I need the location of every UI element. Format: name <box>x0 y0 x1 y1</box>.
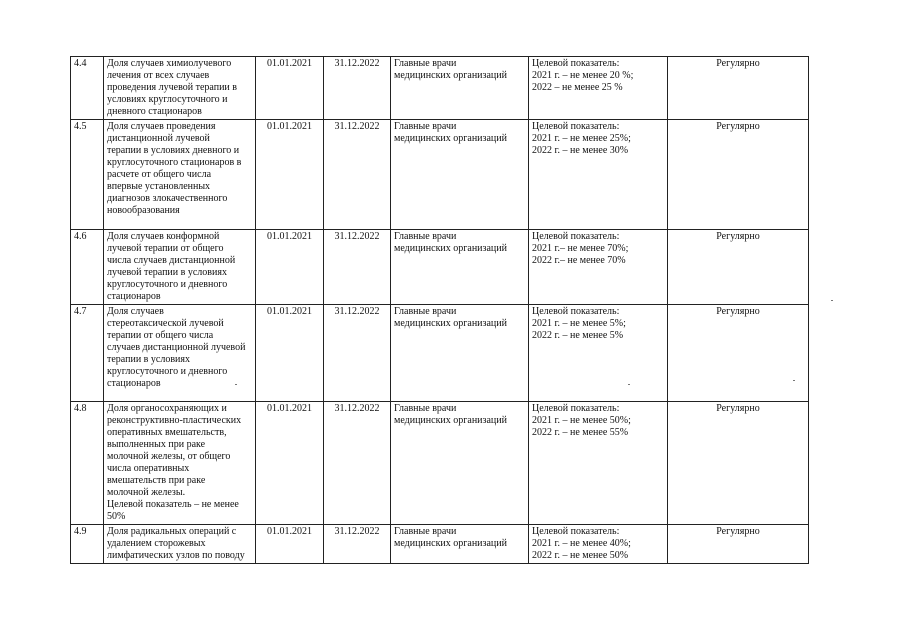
end-date: 31.12.2022 <box>324 402 391 525</box>
indicator-description: Доля случаев химиолучевого лечения от всех случаев проведения лучевой терапии в условиях круглосуточного и дневного стационаров <box>104 57 256 120</box>
responsible: Главные врачи медицинских организаций <box>391 120 529 230</box>
row-number: 4.9 <box>71 525 104 564</box>
target-indicator: Целевой показатель: 2021 г.– не менее 70%; 2022 г.– не менее 70% <box>529 230 668 305</box>
periodicity: Регулярно <box>668 120 809 230</box>
periodicity: Регулярно <box>668 230 809 305</box>
start-date: 01.01.2021 <box>256 230 324 305</box>
end-date: 31.12.2022 <box>324 305 391 402</box>
indicator-description: Доля случаев стереотаксической лучевой терапии от общего числа случаев дистанционной лучевой терапии в условиях круглосуточного и дневного стационаров <box>104 305 256 402</box>
end-date: 31.12.2022 <box>324 230 391 305</box>
table-row <box>71 525 809 564</box>
indicator-description: Доля радикальных операций с удалением сторожевых лимфатических узлов по поводу <box>104 525 256 564</box>
responsible: Главные врачи медицинских организаций <box>391 57 529 120</box>
scan-speck <box>793 380 795 381</box>
indicator-description: Доля органосохраняющих и реконструктивно-пластических оперативных вмешательств, выполненных при раке молочной железы, от общего числа оперативных вмешательств при раке молочной железы. Целевой показатель – не менее 50% <box>104 402 256 525</box>
responsible: Главные врачи медицинских организаций <box>391 230 529 305</box>
target-indicator: Целевой показатель: 2021 г. – не менее 20 %; 2022 – не менее 25 % <box>529 57 668 120</box>
table-row <box>71 120 809 230</box>
start-date: 01.01.2021 <box>256 57 324 120</box>
periodicity: Регулярно <box>668 525 809 564</box>
responsible: Главные врачи медицинских организаций <box>391 525 529 564</box>
target-indicator: Целевой показатель: 2021 г. – не менее 40%; 2022 г. – не менее 50% <box>529 525 668 564</box>
scan-speck <box>628 384 630 385</box>
responsible: Главные врачи медицинских организаций <box>391 402 529 525</box>
table-row <box>71 305 809 402</box>
periodicity: Регулярно <box>668 57 809 120</box>
end-date: 31.12.2022 <box>324 120 391 230</box>
row-number: 4.6 <box>71 230 104 305</box>
table-row <box>71 230 809 305</box>
scan-speck <box>831 300 833 301</box>
table-row <box>71 57 809 120</box>
indicator-description: Доля случаев конформной лучевой терапии от общего числа случаев дистанционной лучевой терапии в условиях круглосуточного и дневного стационаров <box>104 230 256 305</box>
start-date: 01.01.2021 <box>256 120 324 230</box>
start-date: 01.01.2021 <box>256 525 324 564</box>
target-indicator: Целевой показатель: 2021 г. – не менее 50%; 2022 г. – не менее 55% <box>529 402 668 525</box>
scan-speck <box>235 384 237 385</box>
responsible: Главные врачи медицинских организаций <box>391 305 529 402</box>
indicator-description: Доля случаев проведения дистанционной лучевой терапии в условиях дневного и круглосуточного стационаров в расчете от общего числа впервые установленных диагнозов злокачественного новообразования <box>104 120 256 230</box>
row-number: 4.4 <box>71 57 104 120</box>
target-indicator: Целевой показатель: 2021 г. – не менее 5%; 2022 г. – не менее 5% <box>529 305 668 402</box>
start-date: 01.01.2021 <box>256 402 324 525</box>
periodicity: Регулярно <box>668 305 809 402</box>
start-date: 01.01.2021 <box>256 305 324 402</box>
table-row <box>71 402 809 525</box>
periodicity: Регулярно <box>668 402 809 525</box>
measures-table <box>70 56 809 564</box>
end-date: 31.12.2022 <box>324 57 391 120</box>
row-number: 4.8 <box>71 402 104 525</box>
row-number: 4.5 <box>71 120 104 230</box>
target-indicator: Целевой показатель: 2021 г. – не менее 25%; 2022 г. – не менее 30% <box>529 120 668 230</box>
end-date: 31.12.2022 <box>324 525 391 564</box>
row-number: 4.7 <box>71 305 104 402</box>
